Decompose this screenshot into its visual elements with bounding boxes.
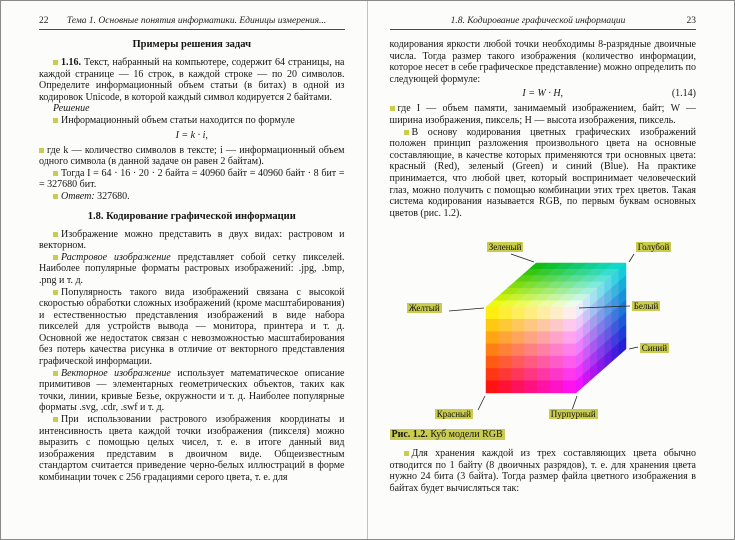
highlight-marker-icon [53,171,58,176]
formula-number: (1.14) [671,88,696,100]
cube-label-cyan: Голубой [637,242,670,253]
running-title-left: Тема 1. Основные понятия информатики. Единицы измерения... [66,16,327,26]
highlight-marker-icon [53,255,58,260]
rgb-cube-image [393,225,693,425]
paragraph-raster [39,252,345,287]
running-head-left [39,16,345,30]
figure-caption-highlight [390,429,505,440]
highlight-marker-icon [404,130,409,135]
formula-text: I = W · H, [522,88,564,100]
figure-caption [390,429,697,441]
highlight-marker-icon [53,60,58,65]
problem-number: 1.16. [61,57,81,68]
page-left [1,1,368,539]
problem-text: Текст, набранный на компьютере, содержит 64 страницы, на каждой странице — 16 строк, в каждой строке — по 20 символов. Определите информационный объем статьи (в битах) в одной из кодировок Unicode, в которой каждый символ кодируется 2 байтами. [39,57,345,103]
highlight-marker-icon [53,290,58,295]
cube-label-yellow: Желтый [408,303,440,314]
answer-value: 327680. [94,190,130,202]
image-intro-text: Изображение можно представить в двух видах: растровом и векторном. [39,228,345,252]
formula-intro-text: Информационный объем статьи находится по формуле [61,114,295,126]
page-number-left: 22 [39,16,49,26]
solution-label: Решение [53,103,90,115]
popularity-text: Популярность такого вида изображений связана с высокой скоростью обработки сложных изображений (кроме масштабирования) и естественностью представления изображений в виде набора пикселей для устройств вывода — монитора, принтера и т. д. Основной же недостаток связан с невозможностью масштабирования без потерь качества рисунка в отличие от векторного представления графической информации. [39,286,345,368]
paragraph-image-intro [39,229,345,252]
cube-label-green: Зеленый [488,242,522,253]
rgb-cube-figure [393,225,693,425]
paragraph-where-left [39,145,345,168]
where-clause-right-text: где I — объем памяти, занимаемый изображением, байт; W — ширина изображения, пиксель; H — высота изображения, пиксель. [389,103,696,126]
figure-caption-text: Куб модели RGB [427,429,503,441]
paragraph-answer [39,191,345,203]
paragraph-storage [390,448,697,494]
formula-image-size [390,88,697,100]
raster-lead-text: Растровое изображение [61,251,171,263]
continuation-text: кодирования яркости любой точки необходимы 8-разрядные двоичные числа. Тогда размер такого изображения (количество информации, которое несет в себе графическое представление) можно определить по следующей формуле: [389,39,696,85]
highlight-marker-icon [404,451,409,456]
paragraph-popularity [39,287,345,368]
highlight-marker-icon [39,148,44,153]
cube-label-magenta: Пурпурный [550,409,596,420]
raster-use-text: При использовании растрового изображения координаты и интенсивность цвета каждой точки изображения (пикселя) можно выразить с помощью целых чисел, т. е. в итоге данный вид изображения представим в двоичном виде. Общеизвестным стандартом считается приведение черно-белых иллюстраций в форме комбинации точек с 256 градациями серого цвета, т. е. для [39,414,345,483]
figure-caption-label: Рис. 1.2. [391,429,428,441]
storage-text: Для хранения каждой из трех составляющих цвета обычно отводится по 1 байту (8 двоичных разрядов), т. е. для хранения цвета нужно 24 бита (3 байта). Тогда размер файла цветного изображения в байтах будет вычисляться так: [389,447,696,494]
where-clause-text: где k — количество символов в тексте; i — информационный объем одного символа (в данной задаче он равен 2 байтам). [39,144,345,168]
vector-lead-text: Векторное изображение [61,367,171,379]
page-right [368,1,735,539]
paragraph-vector [39,368,345,414]
vector-rest-text: использует математическое описание примитивов — элементарных геометрических объектов, таких как точки, линии, кривые Безье, окружности и т. д. Наиболее популярные форматы .svg, .cdr, .swf и т. д. [39,367,345,414]
running-head-right [390,16,697,30]
rgb-text: В основу кодирования цветных графических изображений положен принцип разложения произвольного цвета на основные составляющие, в качестве которых применяются три основных цвета: красный (Red), зеленый (Green) и синий (Blue). На практике принимается, что любой цвет, который воспринимает человеческий глаз, можно получить с помощью комбинации этих трех цветов. Такая система кодирования называется RGB, по первым буквам основных цветов (рис. 1.2). [389,126,696,219]
highlight-marker-icon [53,118,58,123]
paragraph-raster-use [39,414,345,484]
cube-label-blue: Синий [641,343,668,354]
formula-information-volume: I = k · i, [175,129,208,141]
right-page-body [390,39,697,494]
paragraph-rgb [390,127,697,220]
answer-label: Ответ: [61,190,95,202]
highlight-marker-icon [53,417,58,422]
heading-examples: Примеры решения задач [132,39,251,50]
paragraph-calculation [39,168,345,191]
cube-label-white: Белый [633,301,659,312]
page-number-right: 23 [686,16,696,26]
highlight-marker-icon [53,194,58,199]
calculation-text: Тогда I = 64 · 16 · 20 · 2 байта = 40960 байт = 40960 байт · 8 бит = = 327680 бит. [39,167,345,191]
left-page-body [39,39,345,484]
paragraph-continuation [390,39,697,85]
paragraph-problem-116 [39,57,345,103]
heading-section-1-8: 1.8. Кодирование графической информации [87,210,296,222]
running-title-right: 1.8. Кодирование графической информации [450,16,626,26]
highlight-marker-icon [53,371,58,376]
paragraph-where-right [390,103,697,126]
paragraph-formula-intro [39,115,345,127]
raster-rest-text: представляет собой сетку пикселей. Наиболее популярные форматы растровых изображений: .jpg, .bmp, .png и т. д. [39,251,345,286]
highlight-marker-icon [390,106,395,111]
cube-label-red: Красный [436,409,471,420]
highlight-marker-icon [53,232,58,237]
